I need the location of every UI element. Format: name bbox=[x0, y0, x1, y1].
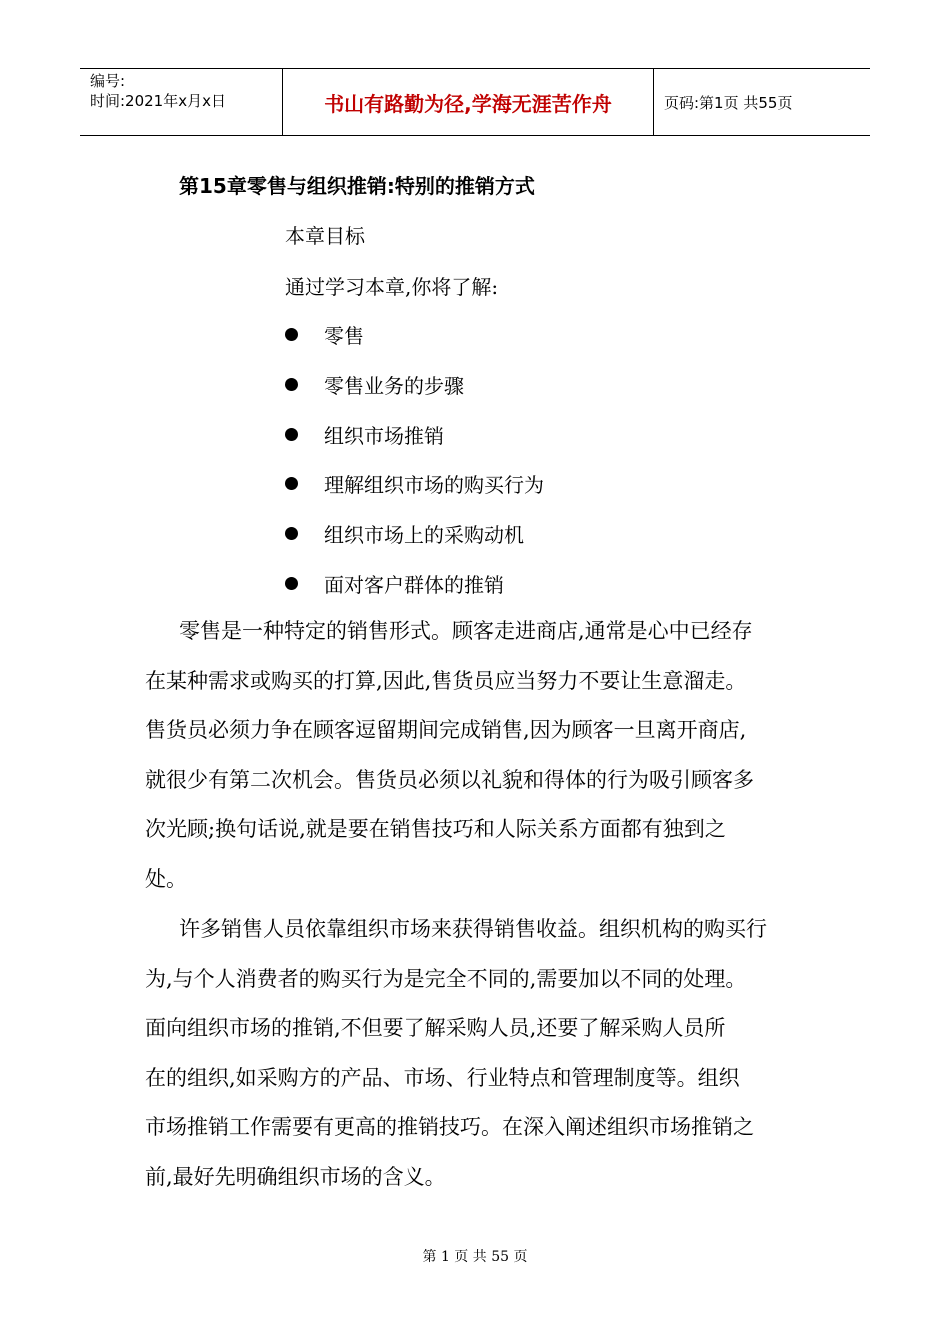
motto: 书山有路勤为径,学海无涯苦作舟 bbox=[283, 69, 654, 135]
paragraph-line: 售货员必须力争在顾客逗留期间完成销售,因为顾客一旦离开商店, bbox=[145, 718, 747, 742]
paragraph-line: 零售是一种特定的销售形式。顾客走进商店,通常是心中已经存 bbox=[179, 619, 753, 643]
bullet-dot-icon bbox=[285, 378, 298, 391]
paragraph-line: 处。 bbox=[145, 866, 187, 891]
paragraph-line: 许多销售人员依靠组织市场来获得销售收益。组织机构的购买行 bbox=[179, 917, 767, 941]
objectives-intro: 通过学习本章,你将了解: bbox=[285, 275, 499, 299]
bullet-dot-icon bbox=[285, 527, 298, 540]
bullet-dot-icon bbox=[285, 477, 298, 490]
objectives-heading: 本章目标 bbox=[285, 224, 365, 248]
paragraph-line: 面向组织市场的推销,不但要了解采购人员,还要了解采购人员所 bbox=[145, 1016, 726, 1040]
chapter-title: 第15章零售与组织推销:特别的推销方式 bbox=[179, 174, 535, 198]
paragraph-line: 为,与个人消费者的购买行为是完全不同的,需要加以不同的处理。 bbox=[145, 966, 747, 991]
bullet-dot-icon bbox=[285, 328, 298, 341]
page-info: 页码:第1页 共55页 bbox=[664, 93, 793, 112]
paragraph-line: 次光顾;换句话说,就是要在销售技巧和人际关系方面都有独到之 bbox=[145, 817, 726, 841]
paragraph-line: 在某种需求或购买的打算,因此,售货员应当努力不要让生意溜走。 bbox=[145, 668, 747, 693]
paragraph-line: 前,最好先明确组织市场的含义。 bbox=[145, 1164, 446, 1189]
paragraph-line: 在的组织,如采购方的产品、市场、行业特点和管理制度等。组织 bbox=[145, 1065, 740, 1090]
bullet-item: 零售 bbox=[285, 320, 364, 349]
paragraph-organization bbox=[145, 905, 825, 1202]
page-footer: 第 1 页 共 55 页 bbox=[422, 1249, 528, 1265]
number-label: 编号: bbox=[90, 72, 126, 90]
bullet-item: 零售业务的步骤 bbox=[285, 370, 464, 399]
bullet-dot-icon bbox=[285, 428, 298, 441]
paragraph-retail bbox=[145, 607, 825, 904]
bullet-item: 组织市场上的采购动机 bbox=[285, 519, 524, 548]
paragraph-line: 市场推销工作需要有更高的推销技巧。在深入阐述组织市场推销之 bbox=[145, 1115, 754, 1139]
bullet-item: 组织市场推销 bbox=[285, 420, 444, 449]
bullet-item: 面对客户群体的推销 bbox=[285, 569, 504, 598]
paragraph-line: 就很少有第二次机会。售货员必须以礼貌和得体的行为吸引顾客多 bbox=[145, 767, 754, 792]
bullet-dot-icon bbox=[285, 577, 298, 590]
bullet-item: 理解组织市场的购买行为 bbox=[285, 469, 544, 498]
time-label: 时间:2021年x月x日 bbox=[90, 92, 226, 110]
header-left-cell bbox=[80, 69, 283, 135]
page-header bbox=[80, 68, 870, 136]
